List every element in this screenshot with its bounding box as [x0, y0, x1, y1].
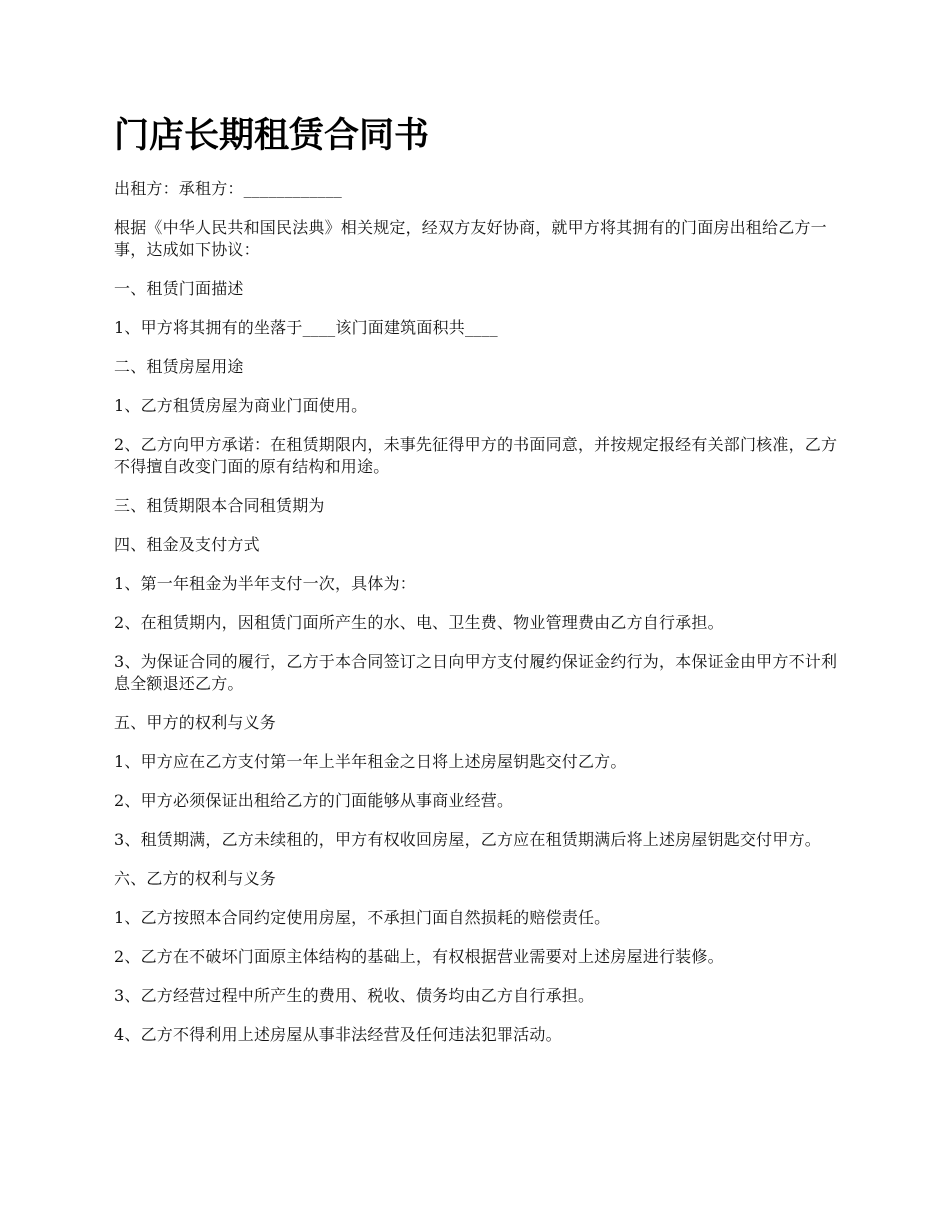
section-heading-3: 三、租赁期限本合同租赁期为 [114, 496, 325, 515]
section-heading-4: 四、租金及支付方式 [114, 535, 260, 554]
section-heading-5: 五、甲方的权利与义务 [114, 713, 277, 732]
document-page [114, 112, 844, 1063]
section-heading-6: 六、乙方的权利与义务 [114, 869, 277, 888]
clause-2-2: 2、乙方向甲方承诺：在租赁期限内，未事先征得甲方的书面同意，并按规定报经有关部门核准，乙方不得擅自改变门面的原有结构和用途。 [114, 435, 838, 476]
clause-4-2: 2、在租赁期内，因租赁门面所产生的水、电、卫生费、物业管理费由乙方自行承担。 [114, 613, 724, 632]
clause-6-2: 2、乙方在不破坏门面原主体结构的基础上，有权根据营业需要对上述房屋进行装修。 [114, 947, 724, 966]
parties-line: 出租方：承租方：____________ [114, 179, 343, 198]
clause-4-3: 3、为保证合同的履行，乙方于本合同签订之日向甲方支付履约保证金约行为，本保证金由甲方不计利息全额退还乙方。 [114, 652, 838, 693]
document-title: 门店长期租赁合同书 [114, 115, 430, 156]
clause-5-2: 2、甲方必须保证出租给乙方的门面能够从事商业经营。 [114, 791, 514, 810]
clause-5-3: 3、租赁期满，乙方未续租的，甲方有权收回房屋，乙方应在租赁期满后将上述房屋钥匙交付甲方。 [114, 830, 821, 849]
clause-6-1: 1、乙方按照本合同约定使用房屋，不承担门面自然损耗的赔偿责任。 [114, 908, 611, 927]
clause-2-1: 1、乙方租赁房屋为商业门面使用。 [114, 396, 368, 415]
clause-1-1: 1、甲方将其拥有的坐落于____该门面建筑面积共____ [114, 318, 498, 337]
clause-4-1: 1、第一年租金为半年支付一次，具体为： [114, 574, 416, 593]
preamble-paragraph: 根据《中华人民共和国民法典》相关规定，经双方友好协商，就甲方将其拥有的门面房出租给乙方一事，达成如下协议： [114, 218, 827, 259]
section-heading-2: 二、租赁房屋用途 [114, 357, 244, 376]
clause-6-4: 4、乙方不得利用上述房屋从事非法经营及任何违法犯罪活动。 [114, 1025, 562, 1044]
clause-5-1: 1、甲方应在乙方支付第一年上半年租金之日将上述房屋钥匙交付乙方。 [114, 752, 627, 771]
section-heading-1: 一、租赁门面描述 [114, 279, 244, 298]
clause-6-3: 3、乙方经营过程中所产生的费用、税收、债务均由乙方自行承担。 [114, 986, 595, 1005]
